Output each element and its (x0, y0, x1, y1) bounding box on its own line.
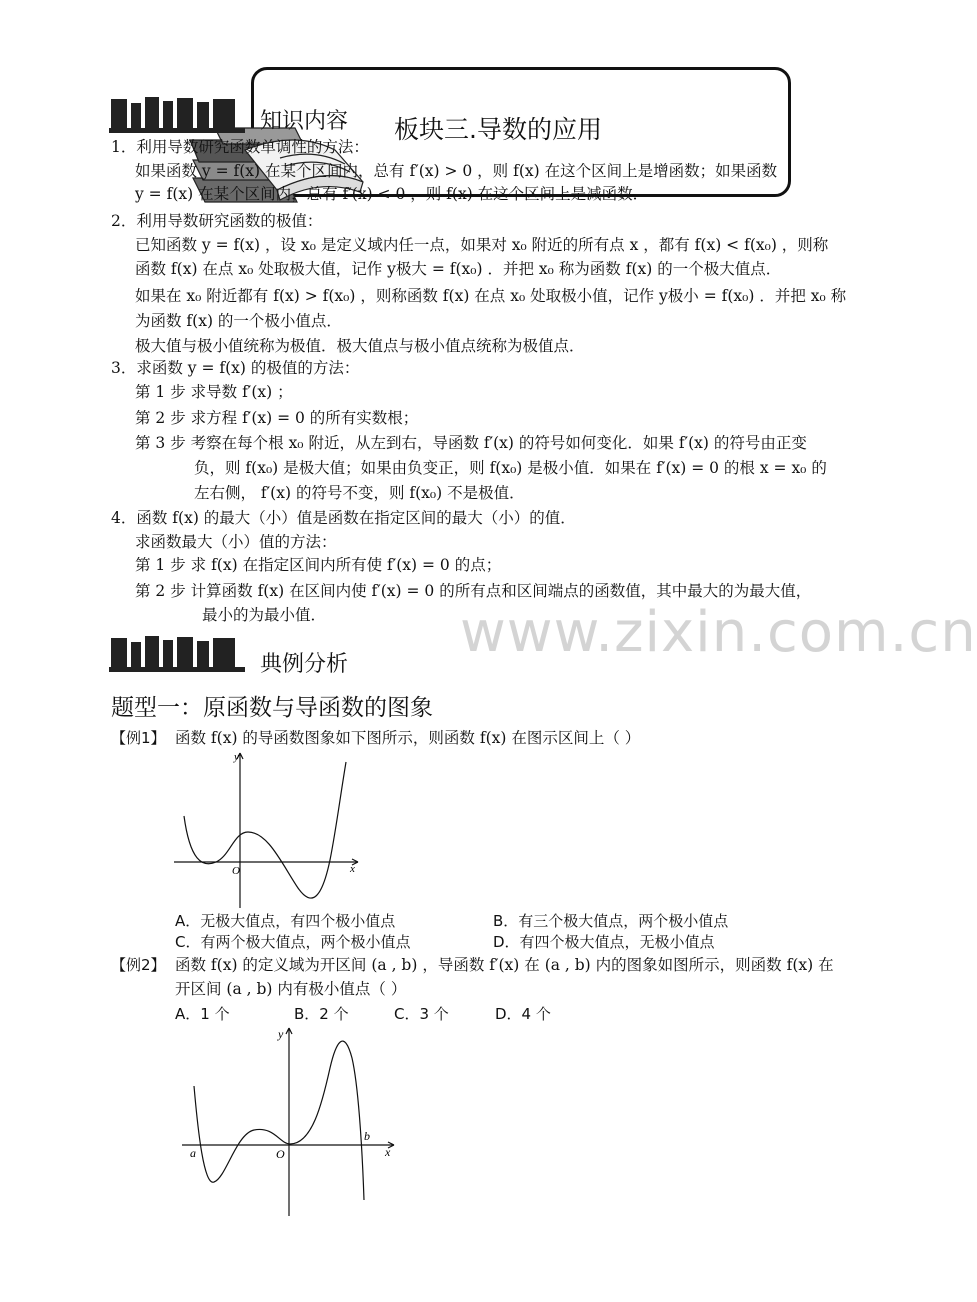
example1-graph (172, 748, 367, 910)
y-axis-label: y (278, 1027, 284, 1041)
x-axis-label: x (385, 1145, 391, 1159)
x-axis-label: x (350, 863, 355, 875)
type1-title: 题型一：原函数与导函数的图象 (111, 695, 433, 721)
section-title-examples: 典例分析 (260, 652, 349, 677)
watermark: www.zixin.com.cn (460, 600, 977, 665)
item2-heading: 2．利用导数研究函数的极值： (111, 212, 323, 230)
item3-heading: 3．求函数 y = f(x) 的极值的方法： (111, 359, 360, 377)
example1-option-a: A．无极大值点，有四个极小值点 (175, 912, 396, 930)
example2-graph (178, 1022, 400, 1218)
item4-line: 求函数最大（小）值的方法： (135, 533, 337, 551)
example2-option-a: A．1 个 (175, 1005, 230, 1023)
section-banner-icon (109, 95, 249, 135)
page-title: 板块三.导数的应用 (394, 115, 602, 144)
item4-line: 第 2 步 计算函数 f(x) 在区间内使 f′(x) = 0 的所有点和区间端点的函数值，其中最大的为最大值， (135, 582, 812, 600)
origin-label: O (232, 865, 240, 877)
example1-question: 函数 f(x) 的导函数图象如下图所示，则函数 f(x) 在图示区间上（ ） (175, 729, 641, 747)
example2-question: 函数 f(x) 的定义域为开区间 (a , b) ，导函数 f′(x) 在 (a , b) 内的图象如图所示，则函数 f(x) 在 (175, 956, 834, 974)
item3-line: 第 1 步 求导数 f′(x) ； (135, 383, 293, 401)
example2-option-b: B．2 个 (294, 1005, 349, 1023)
item3-line: 第 2 步 求方程 f′(x) = 0 的所有实数根； (135, 409, 419, 427)
item1-heading: 1．利用导数研究函数单调性的方法： (111, 138, 369, 156)
example1-label: 【例1】 (111, 729, 166, 747)
section-banner-icon (109, 634, 249, 674)
item3-line: 第 3 步 考察在每个根 x₀ 附近，从左到右，导函数 f′(x) 的符号如何变化．如果 f′(x) 的符号由正变 (135, 434, 807, 452)
example2-option-d: D．4 个 (495, 1005, 551, 1023)
item2-line: 如果在 x₀ 附近都有 f(x) > f(x₀) ，则称函数 f(x) 在点 x₀ 处取极小值，记作 y极小 = f(x₀) ．并把 x₀ 称 (135, 287, 847, 305)
item2-line: 函数 f(x) 在点 x₀ 处取极大值，记作 y极大 = f(x₀) ．并把 x₀ 称为函数 f(x) 的一个极大值点． (135, 260, 782, 278)
item3-line: 左右侧， f′(x) 的符号不变，则 f(x₀) 不是极值． (194, 484, 525, 502)
item2-line: 已知函数 y = f(x) ，设 x₀ 是定义域内任一点，如果对 x₀ 附近的所有点 x ，都有 f(x) < f(x₀) ，则称 (135, 236, 829, 254)
item1-line: y = f(x) 在某个区间内，总有 f′(x) < 0 ，则 f(x) 在这个区间上是减函数． (135, 185, 649, 203)
item1-line: 如果函数 y = f(x) 在某个区间内，总有 f′(x) > 0 ，则 f(x) 在这个区间上是增函数；如果函数 (135, 162, 778, 180)
example2-option-c: C．3 个 (394, 1005, 449, 1023)
example1-option-c: C．有两个极大值点，两个极小值点 (175, 933, 411, 951)
example1-option-d: D．有四个极大值点，无极小值点 (493, 933, 715, 951)
endpoint-b-label: b (364, 1129, 370, 1143)
item2-line: 为函数 f(x) 的一个极小值点． (135, 312, 342, 330)
item3-line: 负，则 f(x₀) 是极大值；如果由负变正，则 f(x₀) 是极小值．如果在 f′(x) = 0 的根 x = x₀ 的 (194, 459, 827, 477)
item4-line: 第 1 步 求 f(x) 在指定区间内所有使 f′(x) = 0 的点； (135, 556, 502, 574)
derivative-curve (184, 762, 346, 898)
origin-label: O (276, 1147, 285, 1161)
item4-heading: 4．函数 f(x) 的最大（小）值是函数在指定区间的最大（小）的值． (111, 509, 576, 527)
derivative-curve (194, 1041, 364, 1200)
example1-option-b: B．有三个极大值点，两个极小值点 (493, 912, 729, 930)
y-axis-label: y (234, 751, 239, 763)
example2-question: 开区间 (a , b) 内有极小值点（ ） (175, 980, 407, 998)
item2-line: 极大值与极小值统称为极值．极大值点与极小值点统称为极值点． (135, 337, 585, 355)
example2-label: 【例2】 (111, 956, 166, 974)
section-title-knowledge: 知识内容 (260, 109, 349, 134)
endpoint-a-label: a (190, 1146, 196, 1160)
item4-line: 最小的为最小值． (202, 606, 327, 624)
